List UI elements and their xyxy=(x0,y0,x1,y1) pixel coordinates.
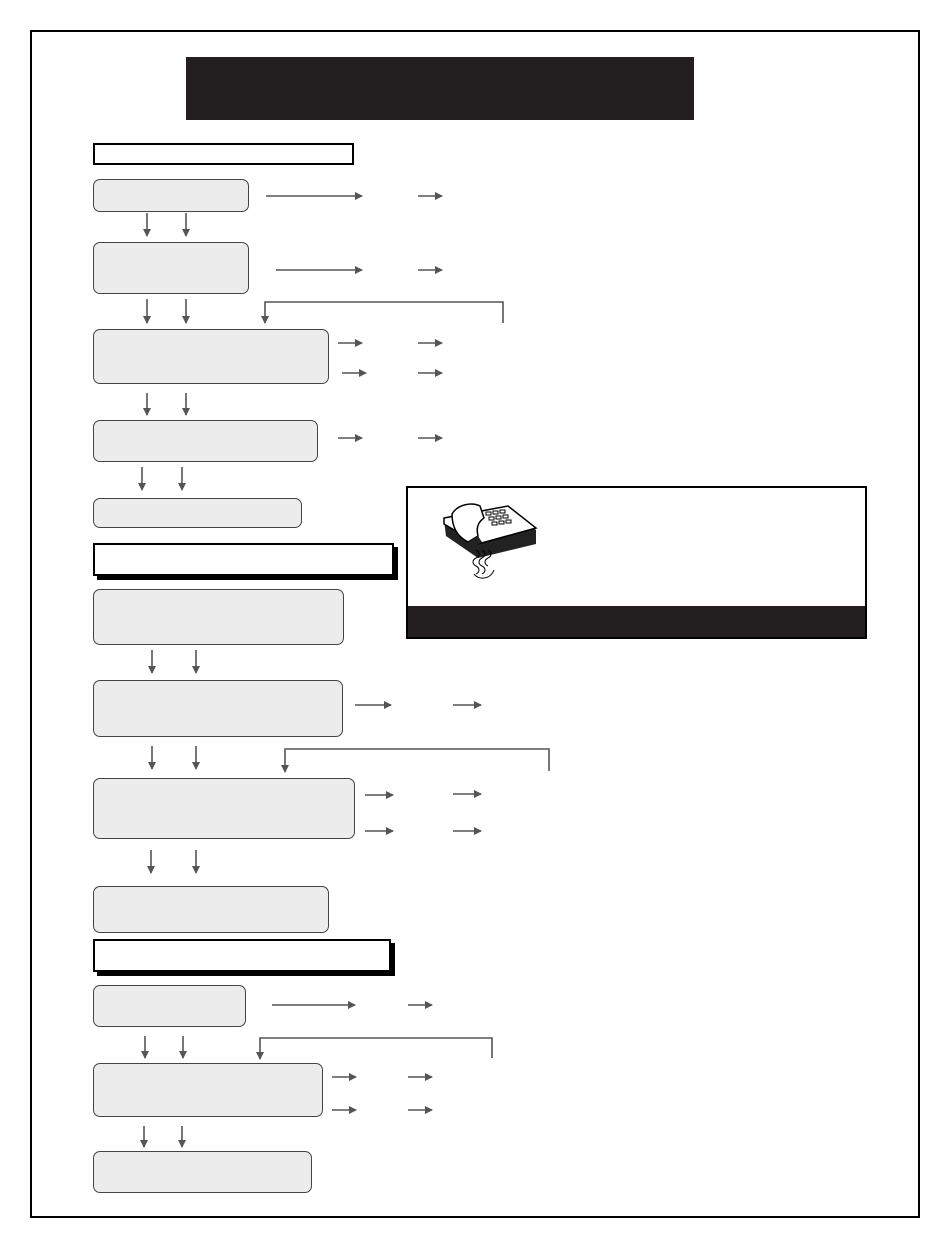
phone-note-box xyxy=(406,486,867,639)
note-footer-bar xyxy=(408,606,865,637)
telephone-icon xyxy=(438,496,548,587)
return-bracket xyxy=(265,302,503,323)
return-bracket xyxy=(260,1038,492,1059)
return-bracket xyxy=(285,749,549,772)
